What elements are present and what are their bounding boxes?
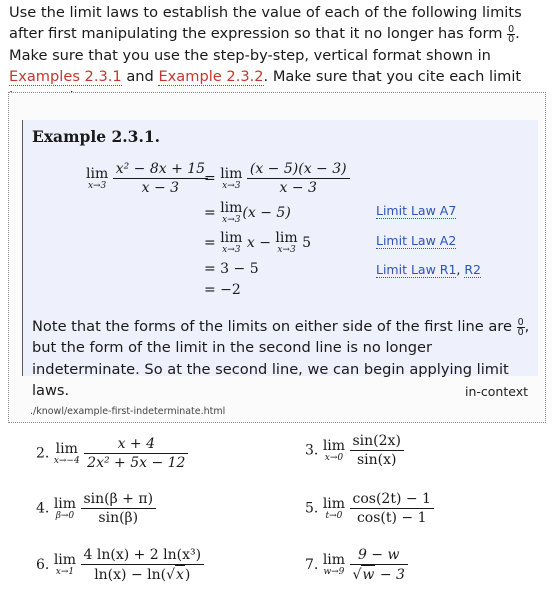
derivation-step-4: = 3 − 5 — [204, 261, 259, 277]
derivation-step-3: = lim x→3 x − lim x→3 5 — [204, 230, 312, 255]
derivation-lhs: lim x→3 $\frac{\text{x² − 8x + 15}}{x - 3}$ — [86, 160, 208, 197]
zero-over-zero-fraction: $\frac{0}{0}$ — [508, 23, 515, 45]
in-context-link[interactable]: in-context — [464, 384, 528, 399]
limit-law-a7-link[interactable]: Limit Law A7 — [376, 203, 457, 218]
instructions-text-3: . Make sure that you cite each limit — [263, 67, 522, 85]
exercise-2: 2. lim x→−4 $\frac{x + 4}{\text{2x² + 5x − 12}}$ — [36, 435, 188, 472]
limit-law-r1-r2-links[interactable]: Limit Law R1, R2 — [376, 262, 482, 277]
zero-over-zero-fraction: $\frac{0}{0}$ — [517, 316, 524, 338]
exercise-4: 4. lim β→0 $\frac{\sin(\beta + \pi)}{\sin(\beta)}$ — [36, 490, 156, 527]
exercise-3: 3. lim x→0 $\frac{\sin(2x)}{\sin(x)}$ — [305, 432, 404, 469]
exercise-5: 5. lim t→0 $\frac{\cos(2t) - 1}{\cos(t) - 1}$ — [305, 490, 434, 527]
instructions-paragraph: Use the limit laws to establish the value of each of the following limits after first manipulating the expression so that it no longer has form $\frac{0}{0}$ . Make sure that you use the step-by-step, vertical format shown in Examples 2.3.1 and Example 2.3.2. Make sure that you cite each limit — [9, 2, 549, 108]
instructions-text-1: Use the limit laws to establish the value of each of the following limits after first manipulating the expression so that it no longer has form — [9, 4, 522, 43]
example-title: Example 2.3.1. — [32, 127, 161, 146]
instructions-text-2: . Make sure that you use the step-by-step, vertical format shown in — [9, 25, 520, 64]
knowl-path-link[interactable]: ./knowl/example-first-indeterminate.html — [30, 406, 226, 417]
example-note: Note that the forms of the limits on either side of the first line are $\frac{0}{0}$ , but the form of the limit in the second line is no longer indeterminate. So at the second line, we can begin applying limit laws. — [32, 316, 530, 399]
examples-2-3-1-link[interactable]: Examples 2.3.1 — [9, 67, 122, 85]
exercise-7: 7. lim w→9 $\frac{9 - w}{√w - 3}$ — [305, 546, 408, 584]
derivation-step-2: = lim x→3 (x − 5) — [204, 200, 291, 225]
derivation-step-1: = lim x→3 $\frac{(x - 5)(x - 3)}{x - 3}$ — [204, 160, 350, 197]
limit-law-a2-link[interactable]: Limit Law A2 — [376, 233, 457, 248]
example-2-3-2-link[interactable]: Example 2.3.2 — [158, 67, 264, 85]
derivation-step-5: = −2 — [204, 282, 241, 298]
exercise-6: 6. lim x→1 $\frac{\text{4 ln(x) + 2 ln(x³)}}{\ln(x) - \ln(√x)}$ — [36, 546, 204, 584]
